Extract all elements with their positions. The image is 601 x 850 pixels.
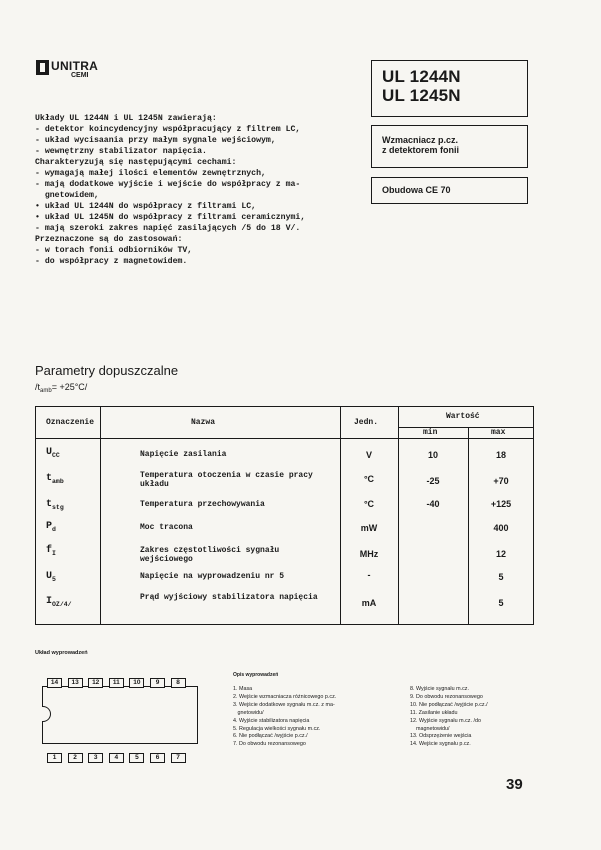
param-unit: mA (361, 598, 377, 608)
pin-description: 1. Masa (233, 686, 253, 692)
pin-description: gnetowidu/ (233, 709, 264, 716)
intro-line: - w torach fonii odbiorników TV, (35, 246, 193, 255)
intro-line: Przeznaczone są do zastosowań: (35, 235, 183, 244)
pin-number: 7 (171, 753, 186, 763)
param-max: 5 (498, 572, 504, 582)
intro-line: - mają dodatkowe wyjście i wejście do współpracy z ma- (35, 180, 301, 189)
pin-description-column-2 (410, 686, 488, 749)
intro-text (35, 113, 370, 267)
pin-number: 9 (150, 678, 165, 688)
pin-description: 6. Nie podłączać /wyjście p.cz./ (233, 733, 308, 740)
device-description-box (371, 125, 528, 168)
pin-description: 8. Wyjście sygnału m.cz. (410, 686, 469, 692)
unitra-logo-icon (36, 60, 49, 75)
intro-line: Charakteryzują się następującymi cechami: (35, 158, 237, 167)
param-min: 10 (427, 450, 438, 460)
description-line: Wzmacniacz p.cz. (382, 135, 459, 145)
param-symbol: $U_5$ (46, 571, 56, 583)
logo-sub: CEMI (71, 72, 89, 79)
pin-number: 4 (109, 753, 124, 763)
pin-description: 7. Do obwodu rezonansowego (233, 741, 306, 748)
pin-number: 12 (88, 678, 103, 688)
pin-number: 11 (109, 678, 124, 688)
header-unit: Jedn. (354, 418, 379, 427)
param-max: 12 (495, 549, 506, 559)
intro-line: • układ UL 1245N do współpracy z filtrami ceramicznymi, (35, 213, 306, 222)
param-name: Napięcie zasilania (140, 450, 227, 459)
page-number: 39 (506, 776, 523, 793)
param-symbol: $t_{stg}$ (46, 499, 64, 511)
pin-description: 5. Regulacja wielkości sygnału m.cz. (233, 725, 321, 732)
header-values: Wartość (446, 412, 480, 421)
pin-description-title: Opis wyprowadzeń (233, 672, 279, 678)
pin-number: 6 (150, 753, 165, 763)
param-min: -40 (426, 499, 440, 509)
header-symbol: Oznaczenie (46, 418, 95, 427)
param-name: Moc tracona (140, 523, 193, 532)
pin-description: 2. Wejście wzmacniacza różnicowego p.cz. (233, 693, 337, 700)
logo-brand: UNITRA (51, 59, 99, 73)
param-min: -25 (426, 476, 440, 486)
intro-line: - układ wycisaania przy małym sygnale wejściowym, (35, 136, 276, 145)
pin-number: 3 (88, 753, 103, 763)
params-table (35, 406, 534, 625)
param-symbol: $I_{OZ/4/}$ (46, 596, 72, 608)
pin-description: magnetowidu/ (410, 725, 450, 732)
pin-description: 3. Wejście dodatkowe sygnału m.cz. z ma- (233, 701, 335, 708)
param-max: 400 (493, 523, 509, 533)
pin-description-column-1 (233, 686, 336, 749)
part-number: UL 1245N (382, 86, 461, 105)
pin-description: 12. Wyjście sygnału m.cz. /do (410, 717, 481, 724)
param-max: +125 (490, 499, 512, 509)
intro-line: - wewnętrzny stabilizator napięcia. (35, 147, 207, 156)
pin-description: 14. Wejście sygnału p.cz. (410, 741, 471, 748)
pin-number: 13 (68, 678, 83, 688)
intro-line: - do współpracy z magnetowidem. (35, 257, 188, 266)
intro-line: - mają szeroki zakres napięć zasilających /5 do 18 V/. (35, 224, 301, 233)
pin-description: 10. Nie podłączać /wyjście p.cz./ (410, 701, 488, 708)
part-number: UL 1244N (382, 67, 461, 86)
pin-number: 2 (68, 753, 83, 763)
param-name: Zakres częstotliwości sygnału wejściowego (140, 546, 280, 564)
header-min: min (423, 428, 438, 437)
params-condition: $/t_{amb}= +25^\circ C/$ (35, 382, 88, 394)
param-name: Prąd wyjściowy stabilizatora napięcia (140, 593, 318, 602)
pin-description: 9. Do obwodu rezonansowego (410, 693, 483, 700)
header-max: max (491, 428, 506, 437)
param-name: Temperatura otoczenia w czasie pracy układu (140, 471, 313, 489)
pin-description: 4. Wyjście stabilizatora napięcia (233, 717, 310, 724)
param-max: +70 (493, 476, 509, 486)
header-name: Nazwa (191, 418, 216, 427)
param-unit: MHz (359, 549, 379, 559)
param-name: Napięcie na wyprowadzeniu nr 5 (140, 572, 285, 581)
intro-line: Układy UL 1244N i UL 1245N zawierają: (35, 114, 217, 123)
pin-number: 10 (129, 678, 144, 688)
part-numbers-box (371, 60, 528, 117)
pin-number: 8 (171, 678, 186, 688)
params-title: Parametry dopuszczalne (35, 363, 179, 378)
intro-line: - wymagają małej ilości elementów zewnętrznych, (35, 169, 266, 178)
ic-package-diagram (42, 686, 198, 744)
intro-line: gnetowidem, (35, 191, 99, 200)
pinout-title: Układ wyprowadzeń (35, 650, 88, 656)
param-unit: V (365, 450, 372, 460)
param-symbol: $t_{amb}$ (46, 473, 64, 485)
param-max: 18 (495, 450, 506, 460)
intro-line: - detektor koincydencyjny współpracujący z filtrem LC, (35, 125, 301, 134)
pin-number: 5 (129, 753, 144, 763)
param-symbol: $P_d$ (46, 521, 56, 533)
param-unit: - (367, 570, 371, 580)
param-name: Temperatura przechowywania (140, 500, 265, 509)
pin-number: 1 (47, 753, 62, 763)
param-max: 5 (498, 598, 504, 608)
param-unit: °C (363, 474, 375, 484)
param-unit: °C (363, 499, 375, 509)
description-line: z detektorem fonii (382, 145, 460, 155)
case-box: Obudowa CE 70 (371, 177, 528, 204)
intro-line: • układ UL 1244N do współpracy z filtrami LC, (35, 202, 257, 211)
pin-description: 11. Zasilanie układu (410, 709, 458, 716)
param-symbol: $U_{CC}$ (46, 447, 60, 459)
param-unit: mW (360, 523, 378, 533)
unitra-cemi-logo (36, 60, 98, 79)
package-notch (42, 706, 51, 722)
param-symbol: $f_I$ (46, 545, 56, 557)
pin-number: 14 (47, 678, 62, 688)
pin-description: 13. Odsprzężenie wejścia (410, 733, 472, 740)
